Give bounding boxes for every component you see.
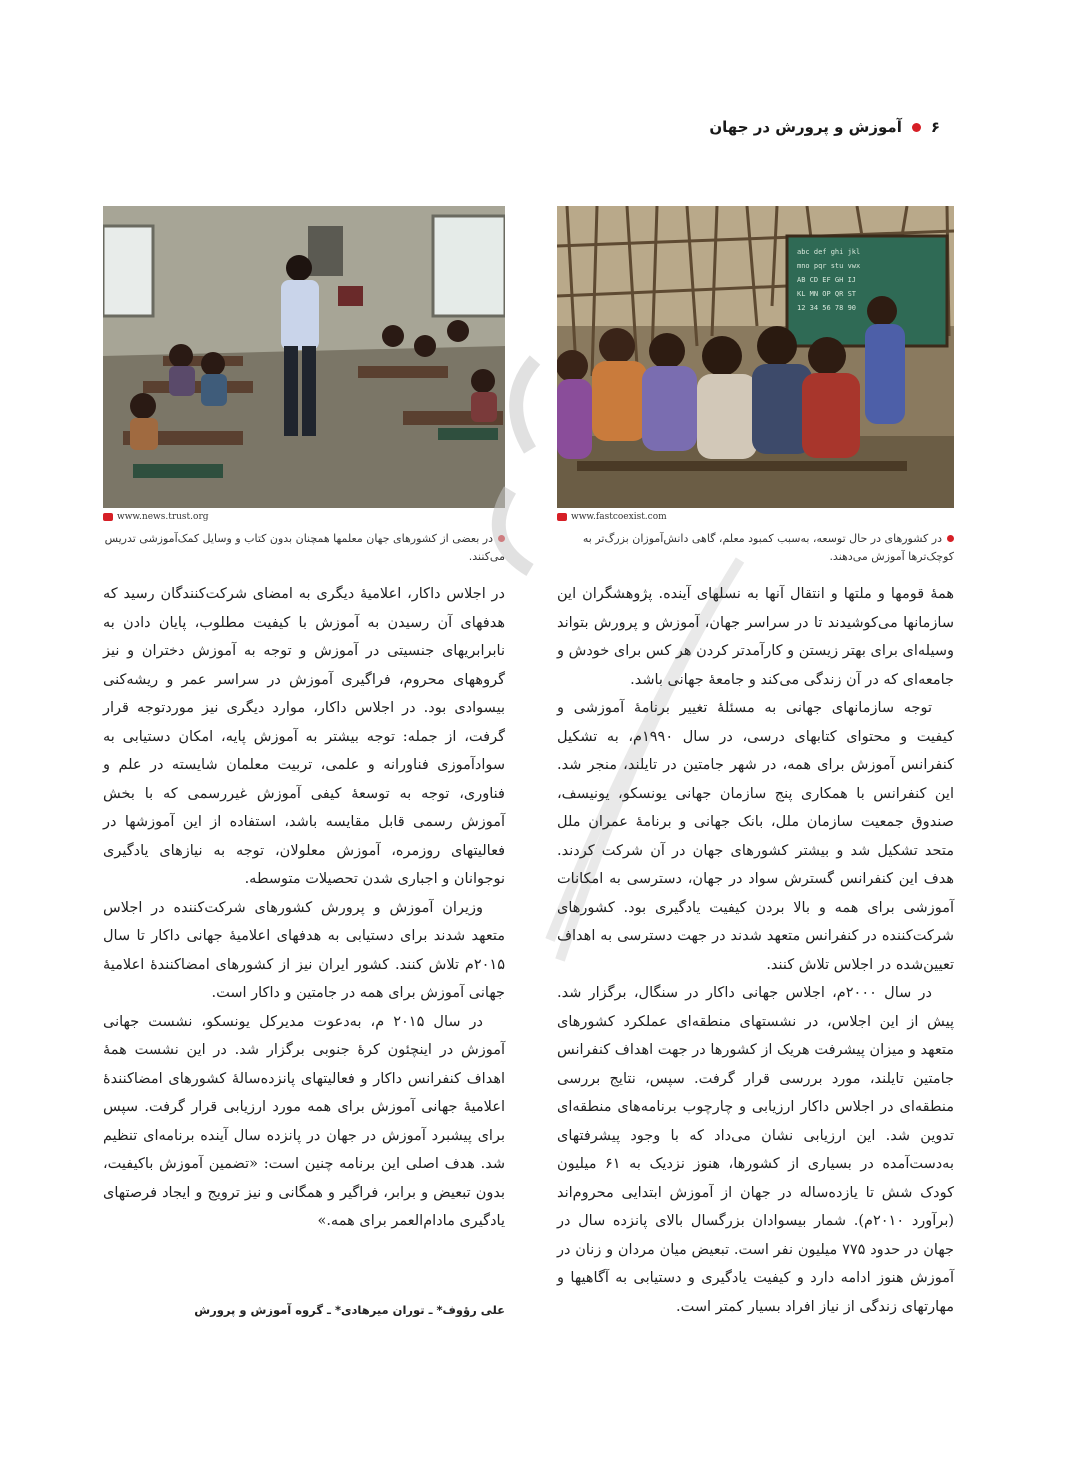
- page-header: [709, 118, 940, 136]
- header-bullet-icon: [912, 123, 921, 132]
- authors-byline: علی رؤوف* ـ توران میرهادی* ـ گروه آموزش و پرورش: [194, 1303, 505, 1317]
- photo-right-caption: در کشورهای در حال توسعه، به‌سبب کمبود معلم، گاهی دانش‌آموزان بزرگ‌تر به کوچک‌ترها آموزش می‌دهند.: [582, 532, 954, 563]
- article-column-left: [103, 580, 505, 1236]
- svg-text:KL MN OP QR ST: KL MN OP QR ST: [797, 290, 857, 298]
- photo-right-credit: www.fastcoexist.com: [557, 512, 667, 522]
- page-title: آموزش و پرورش در جهان: [709, 118, 902, 136]
- article-column-right: [557, 580, 954, 1321]
- paragraph: وزیران آموزش و پرورش کشورهای شرکت‌کننده در اجلاس متعهد شدند برای دستیابی به هدفهای اعلامیهٔ جهانی داکار تا سال ۲۰۱۵م تلاش کنند. کشور ایران نیز از کشورهای امضاکنندهٔ اعلامیهٔ جهانی آموزش برای همه در جامتین و داکار است.: [103, 899, 505, 1001]
- photo-left-caption: در بعضی از کشورهای جهان معلمها همچنان بدون کتاب و وسایل کمک‌آموزشی تدریس می‌کنند.: [104, 532, 505, 563]
- caption-bullet-icon: [947, 535, 954, 542]
- paragraph: در سال ۲۰۱۵ م، به‌دعوت مدیرکل یونسکو، نشست جهانی آموزش در اینچئون کرهٔ جنوبی برگزار شد. در این نشست همهٔ اهداف کنفرانس داکار و فعالیتهای پانزده‌سالهٔ کشورهای امضاکنندهٔ اعلامیهٔ جهانی آموزش برای همه مورد ارزیابی قرار گرفت. سپس برای پیشبرد آموزش در جهان در پانزده سال آینده برنامه‌ای تنظیم شد. هدف اصلی این برنامه چنین است: «تضمین آموزش باکیفیت، بدون تبعیض و برابر، فراگیر و همگانی و نیز ترویج و ایجاد فرصتهای یادگیری مادام‌العمر برای همه.»: [103, 1013, 505, 1229]
- svg-text:AB CD EF GH IJ: AB CD EF GH IJ: [797, 276, 857, 284]
- camera-icon: [557, 513, 567, 521]
- photo-classroom-teacher: [103, 206, 505, 508]
- page-number: ۶: [930, 118, 940, 136]
- paragraph: در اجلاس داکار، اعلامیهٔ دیگری به امضای شرکت‌کنندگان رسید که هدفهای آن رسیدن به آموزش با کیفیت مطلوب، پایان دادن به نابرابریهای جنسیتی در آموزش و توجه به آموزش دختران و نیز گروههای محروم، فراگیری آموزش در سراسر عمر و ریشه‌کنی بیسوادی بود. در اجلاس داکار، موارد دیگری نیز موردتوجه قرار گرفت، از جمله: توجه بیشتر به آموزش پایه، امکان دستیابی به سوادآموزی فناورانه و علمی، تربیت معلمان شایسته در علم و فناوری، توجه به توسعهٔ کیفی آموزش غیررسمی که با بخش آموزش رسمی قابل مقایسه باشد، استفاده از این آموزشها در فعالیتهای روزمره، آموزش معلولان، توجه به نیازهای یادگیری نوجوانان و اجباری شدن تحصیلات متوسطه.: [103, 586, 505, 887]
- caption-bullet-icon: [498, 535, 505, 542]
- svg-text:12 34 56 78 90: 12 34 56 78 90: [797, 304, 857, 312]
- paragraph: توجه سازمانهای جهانی به مسئلهٔ تغییر برنامهٔ آموزشی و کیفیت و محتوای کتابهای درسی، در سال ۱۹۹۰م، به تشکیل کنفرانس آموزش برای همه، در شهر جامتین در تایلند، منجر شد. این کنفرانس با همکاری پنج سازمان جهانی یونسکو، یونیسف، صندوق جمعیت سازمان ملل، بانک جهانی و برنامهٔ عمران ملل متحد تشکیل شد و بیشتر کشورهای جهان در آن شرکت کردند. هدف این کنفرانس گسترش سواد در جهان، دسترسی به امکانات آموزشی برای همه و بالا بردن کیفیت یادگیری بود. کشورهای شرکت‌کننده در کنفرانس متعهد شدند در جهت دسترسی به اهداف تعیین‌شده در اجلاس تلاش کنند.: [557, 700, 954, 973]
- paragraph: در سال ۲۰۰۰م، اجلاس جهانی داکار در سنگال، برگزار شد. پیش از این اجلاس، در نشستهای منطقه‌ای عملکرد کشورهای متعهد و میزان پیشرفت هریک از کشورها در جهت اهداف کنفرانس جامتین تایلند، مورد بررسی قرار گرفت. سپس، نتایج بررسی منطقه‌ای در اجلاس داکار ارزیابی و چارچوب برنامه‌های منطقه‌ای تدوین شد. این ارزیابی نشان می‌داد که با وجود پیشرفتهای به‌دست‌آمده در بسیاری از کشورها، هنوز نزدیک به ۶۱ میلیون کودک شش تا یازده‌ساله در جهان از آموزش ابتدایی محروم‌اند (برآورد ۲۰۱۰م). شمار بیسوادان بزرگسال بالای پانزده سال در جهان در حدود ۷۷۵ میلیون نفر است. تبعیض میان مردان و زنان در آموزش هنوز ادامه دارد و کیفیت یادگیری و دستیابی به آگاهیها و مهارتهای زندگی از نیاز افراد بسیار کمتر است.: [557, 985, 955, 1315]
- photo-left-credit: www.news.trust.org: [103, 512, 209, 522]
- paragraph: همهٔ قومها و ملتها و انتقال آنها به نسلهای آینده. پژوهشگران این سازمانها می‌کوشیدند تا در سراسر جهان، آموزش و پرورش بتواند وسیله‌ای برای بهتر زیستن و کارآمدتر کردن هر کس برای خودش و جامعه‌ای که در آن زندگی می‌کند و جامعهٔ جهانی باشد.: [557, 586, 954, 688]
- photo-classroom-blackboard: [557, 206, 954, 508]
- camera-icon: [103, 513, 113, 521]
- svg-text:mno pqr stu vwx: mno pqr stu vwx: [797, 262, 861, 270]
- svg-text:abc def ghi jkl: abc def ghi jkl: [797, 248, 861, 256]
